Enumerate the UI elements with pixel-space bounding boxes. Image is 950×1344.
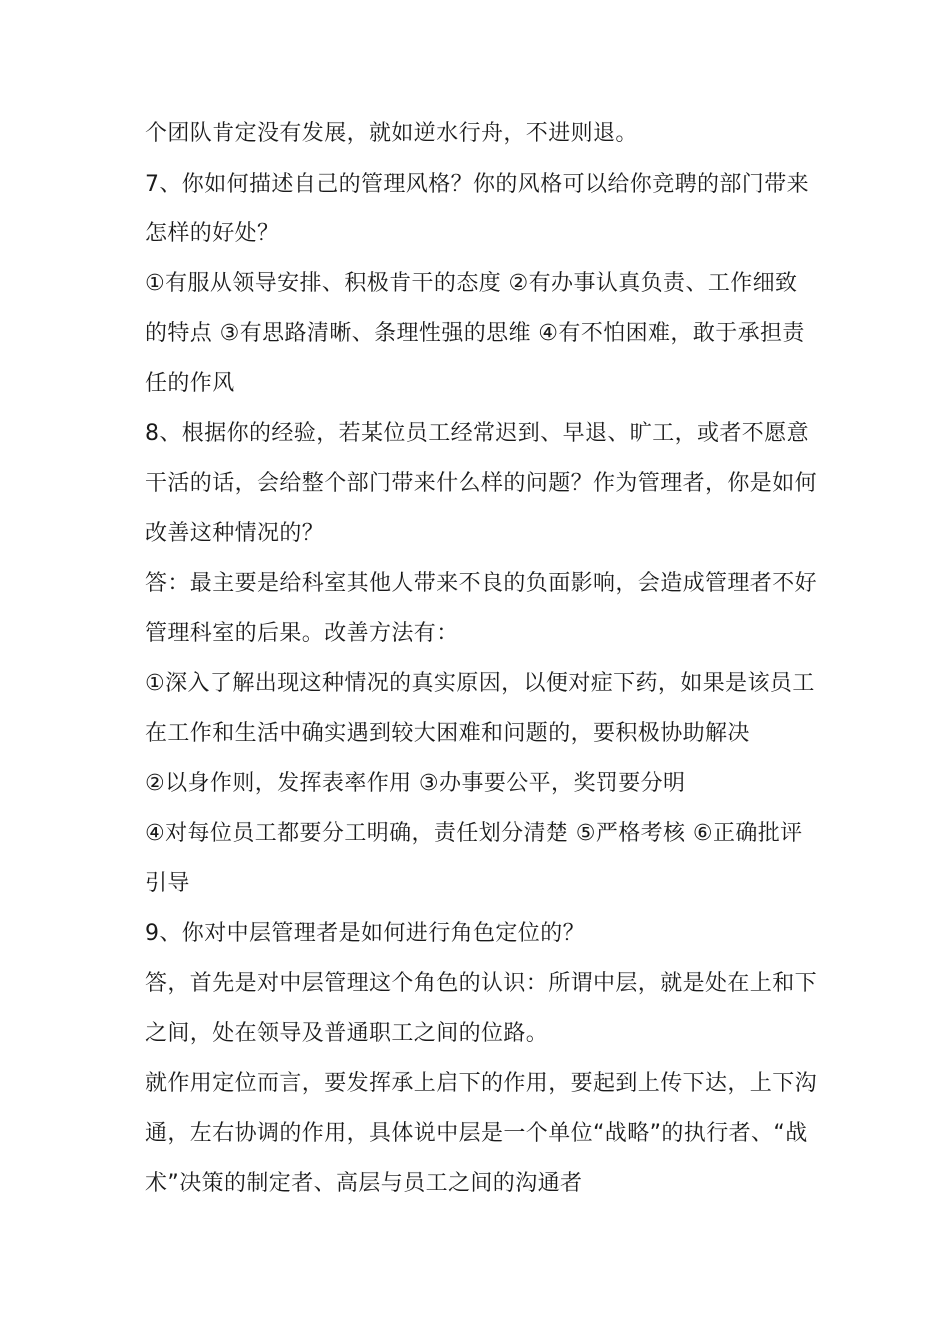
text-line: 引导: [145, 871, 190, 896]
text-line: 管理科室的后果。改善方法有：: [145, 621, 459, 646]
question-9-line: 9、你对中层管理者是如何进行角色定位的？: [145, 921, 585, 946]
text-line: 改善这种情况的？: [145, 521, 325, 546]
text-line: ④对每位员工都要分工明确，责任划分清楚 ⑤严格考核 ⑥正确批评: [145, 821, 803, 846]
text-line: 任的作风: [145, 371, 235, 396]
text-line: 通，左右协调的作用，具体说中层是一个单位“战略”的执行者、“战: [145, 1121, 808, 1146]
text-line: 术”决策的制定者、高层与员工之间的沟通者: [145, 1171, 583, 1196]
question-7-line: 7、你如何描述自己的管理风格？你的风格可以给你竞聘的部门带来: [145, 172, 809, 197]
text-line: 就作用定位而言，要发挥承上启下的作用，要起到上传下达，上下沟: [145, 1071, 818, 1096]
text-line: ②以身作则，发挥表率作用 ③办事要公平，奖罚要分明: [145, 771, 686, 796]
text-line: ①有服从领导安排、积极肯干的态度 ②有办事认真负责、工作细致: [145, 271, 798, 296]
text-line: ①深入了解出现这种情况的真实原因，以便对症下药，如果是该员工: [145, 671, 815, 696]
answer-line: 答：最主要是给科室其他人带来不良的负面影响，会造成管理者不好: [145, 571, 818, 596]
text-line: 干活的话，会给整个部门带来什么样的问题？作为管理者，你是如何: [145, 471, 818, 496]
answer-line: 答，首先是对中层管理这个角色的认识：所谓中层，就是处在上和下: [145, 971, 818, 996]
question-8-line: 8、根据你的经验，若某位员工经常迟到、早退、旷工，或者不愿意: [145, 421, 809, 446]
text-line: 的特点 ③有思路清晰、条理性强的思维 ④有不怕困难，敢于承担责: [145, 321, 805, 346]
text-line: 在工作和生活中确实遇到较大困难和问题的，要积极协助解决: [145, 721, 750, 746]
text-line: 之间，处在领导及普通职工之间的位路。: [145, 1021, 549, 1046]
text-line: 个团队肯定没有发展，就如逆水行舟，不进则退。: [145, 121, 638, 146]
text-line: 怎样的好处？: [145, 221, 280, 246]
